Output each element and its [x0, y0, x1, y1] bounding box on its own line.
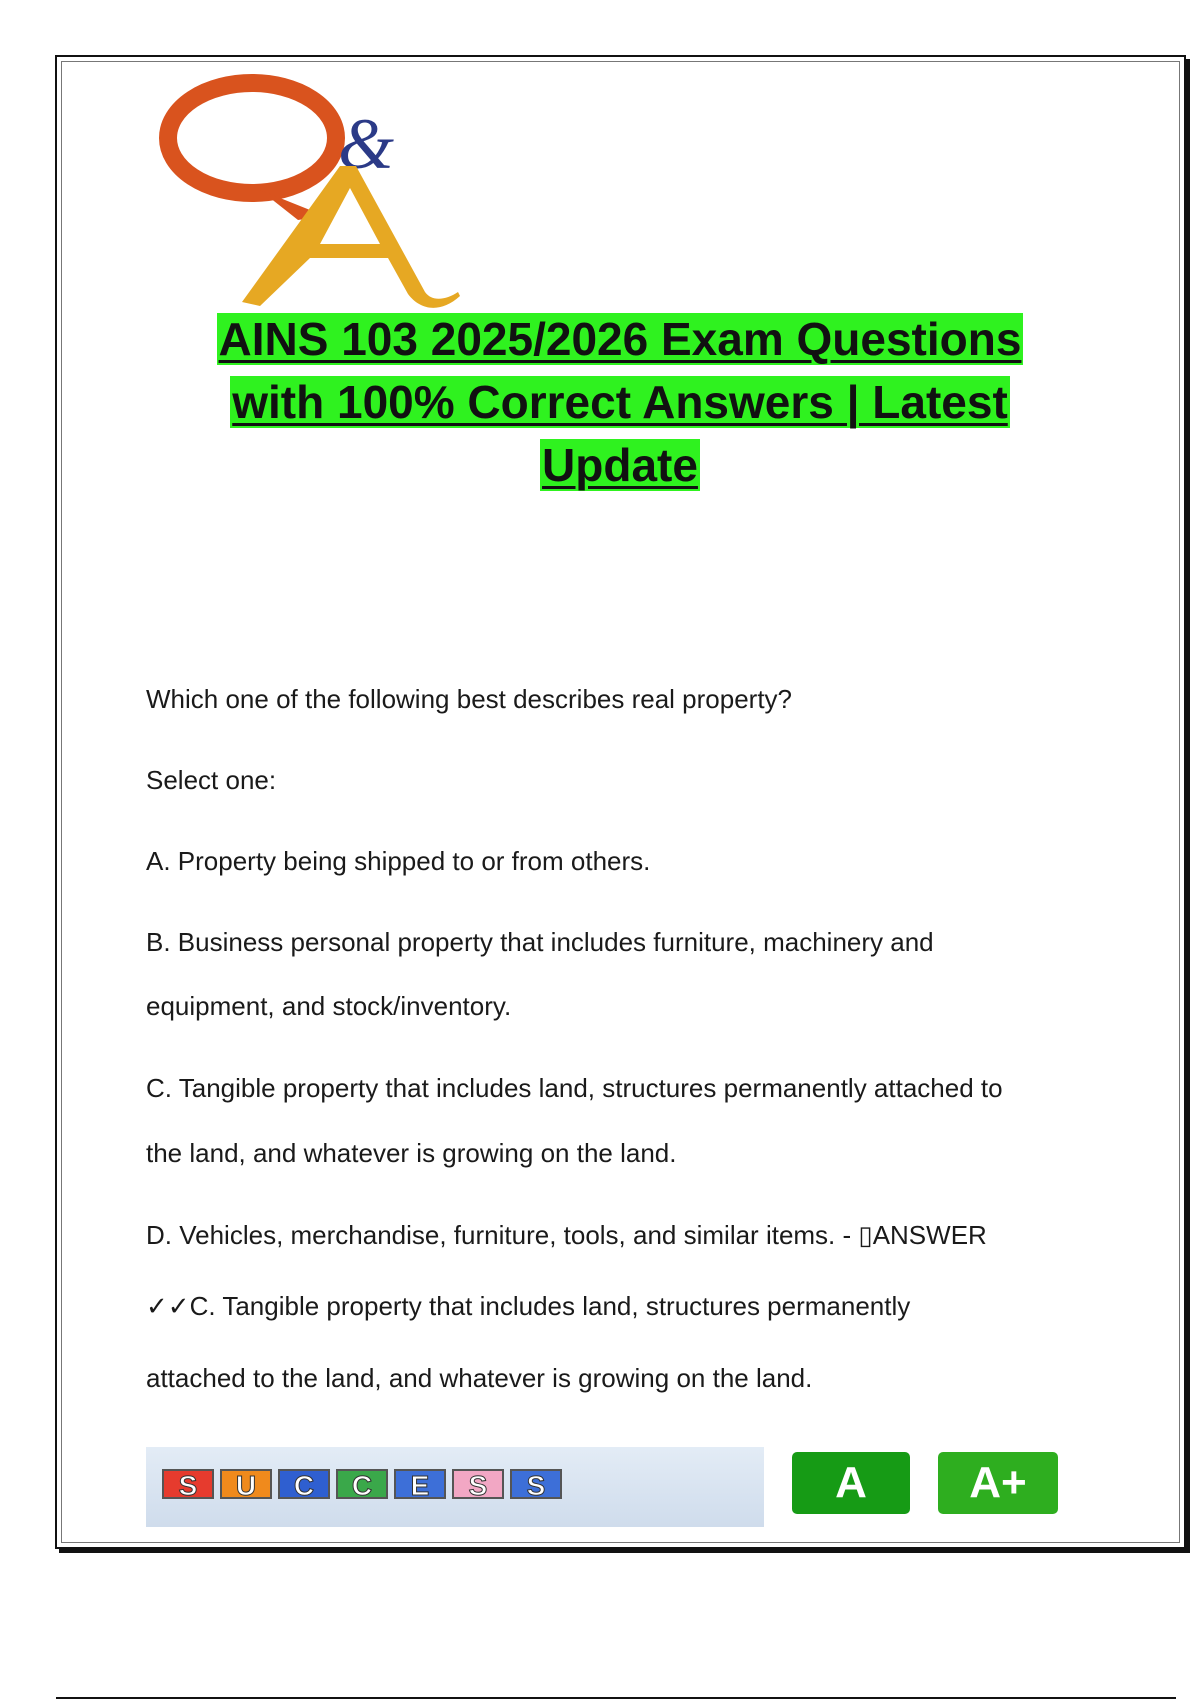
option-a: A. Property being shipped to or from others. — [146, 846, 651, 876]
success-letter: U — [220, 1469, 272, 1499]
success-letter: E — [394, 1469, 446, 1499]
question-prompt: Which one of the following best describes real property? — [146, 684, 793, 714]
title-line-1: AINS 103 2025/2026 Exam Questions — [218, 313, 1022, 365]
grade-a-plus-badge: A+ — [938, 1452, 1058, 1514]
qa-logo — [150, 70, 470, 310]
question-instruction: Select one: — [146, 765, 277, 795]
success-letter: C — [278, 1469, 330, 1499]
success-letter: S — [452, 1469, 504, 1499]
success-letter: S — [510, 1469, 562, 1499]
option-c-line-1: C. Tangible property that includes land, structures permanently attached to — [146, 1073, 1003, 1103]
success-letter: C — [336, 1469, 388, 1499]
title-line-3: Update — [542, 439, 698, 491]
option-c-line-2: the land, and whatever is growing on the land. — [146, 1138, 677, 1168]
success-banner — [146, 1447, 764, 1527]
success-letter: S — [162, 1469, 214, 1499]
option-b-line-1: B. Business personal property that includes furniture, machinery and — [146, 927, 934, 957]
logo-q-letter — [168, 83, 336, 220]
document-title — [130, 308, 1110, 497]
footer-badges — [146, 1447, 1076, 1527]
option-b-line-2: equipment, and stock/inventory. — [146, 991, 512, 1021]
option-d-line-1: D. Vehicles, merchandise, furniture, tools, and similar items. - ▯ANSWER — [146, 1220, 987, 1250]
answer-line-2: attached to the land, and whatever is growing on the land. — [146, 1363, 813, 1393]
bottom-rule — [56, 1697, 1176, 1699]
grade-a-badge: A — [792, 1452, 910, 1514]
answer-line-1: ✓✓C. Tangible property that includes land, structures permanently — [146, 1291, 911, 1321]
title-line-2: with 100% Correct Answers | Latest — [232, 376, 1008, 428]
success-letters — [162, 1469, 562, 1499]
svg-text:&: & — [338, 104, 395, 184]
